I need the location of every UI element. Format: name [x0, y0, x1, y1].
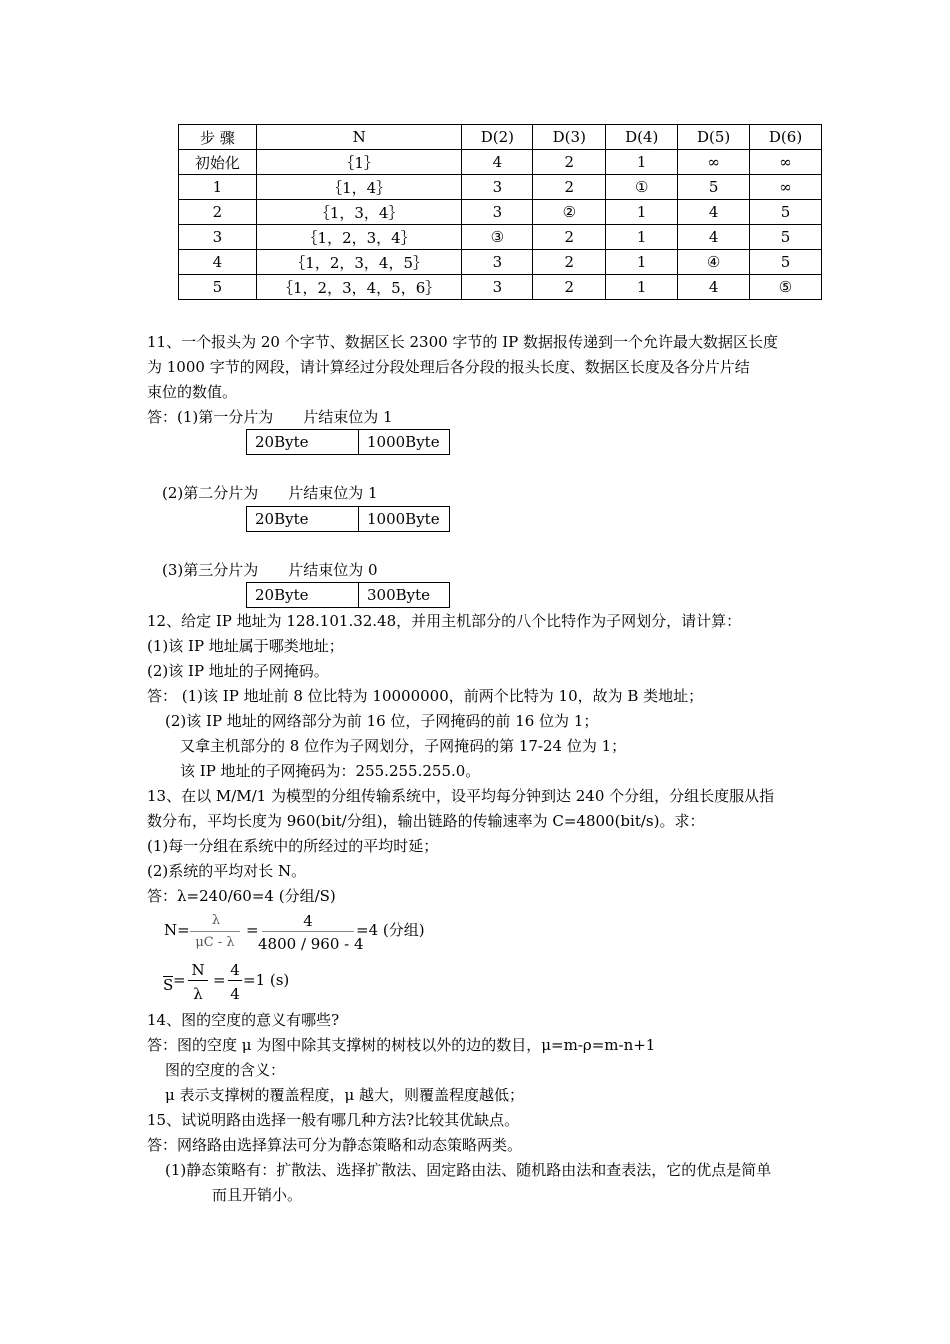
q11-answer-1: 答：(1)第一分片为 片结束位为 1 — [147, 408, 393, 426]
table-cell: 4 — [462, 150, 533, 175]
table-cell: ③ — [462, 225, 533, 250]
table-cell: 5 — [750, 250, 822, 275]
fragment-3-table — [246, 582, 450, 608]
table-cell: 5 — [750, 225, 822, 250]
formula-equals: = — [213, 971, 226, 989]
table-cell: ② — [533, 200, 606, 225]
table-cell: 1 — [179, 175, 257, 200]
table-cell: 4 — [678, 225, 750, 250]
table-cell: 3 — [462, 250, 533, 275]
table-cell: 5 — [179, 275, 257, 300]
q15-answer-1: 答：网络路由选择算法可分为静态策略和动态策略两类。 — [147, 1136, 523, 1154]
q15-answer-3: 而且开销小。 — [212, 1186, 303, 1204]
q12-answer-4: 该 IP 地址的子网掩码为：255.255.255.0。 — [180, 762, 481, 780]
q14-line1: 14、图的空度的意义有哪些? — [147, 1011, 340, 1029]
formula-denominator: μC - λ — [195, 935, 235, 950]
table-cell: 3 — [179, 225, 257, 250]
header-length: 20Byte — [247, 583, 359, 608]
q11-answer-3: (3)第三分片为 片结束位为 0 — [162, 561, 378, 579]
q13-answer-1: 答：λ=240/60=4 (分组/S) — [147, 887, 336, 905]
q14-answer-2: 图的空度的含义： — [165, 1061, 286, 1079]
table-cell: ｛1，4｝ — [256, 175, 462, 200]
formula-n-lhs: N= — [164, 921, 190, 939]
fraction-bar — [262, 931, 354, 932]
table-cell: 1 — [606, 275, 678, 300]
table-header-row — [179, 125, 822, 150]
formula-numerator: 4 — [303, 912, 313, 930]
q12-answer-1: 答： (1)该 IP 地址前 8 位比特为 10000000，前两个比特为 10，故为 B 类地址； — [147, 687, 704, 705]
header-length: 20Byte — [247, 507, 359, 532]
table-cell: 3 — [462, 175, 533, 200]
q11-line1: 11、一个报头为 20 个字节、数据区长 2300 字节的 IP 数据报传递到一个允许最大数据区长度 — [147, 333, 778, 351]
table-cell: 3 — [462, 200, 533, 225]
header-cell: D(6) — [750, 125, 822, 150]
q15-answer-2: (1)静态策略有：扩散法、选择扩散法、固定路由法、随机路由法和查表法，它的优点是简单 — [165, 1161, 772, 1179]
table-cell: 2 — [533, 150, 606, 175]
header-cell: D(3) — [533, 125, 606, 150]
q12-line3: (2)该 IP 地址的子网掩码。 — [147, 662, 329, 680]
table-cell: 3 — [462, 275, 533, 300]
formula-result: =1 (s) — [243, 971, 290, 989]
table-cell: ⑤ — [750, 275, 822, 300]
q12-line1: 12、给定 IP 地址为 128.101.32.48，并用主机部分的八个比特作为子网划分，请计算： — [147, 612, 742, 630]
routing-table — [178, 124, 822, 300]
header-cell: D(4) — [606, 125, 678, 150]
header-cell: D(2) — [462, 125, 533, 150]
header-cell: N — [256, 125, 462, 150]
formula-equals: = — [246, 921, 259, 939]
table-row — [179, 150, 822, 175]
data-length: 1000Byte — [359, 507, 450, 532]
data-length: 300Byte — [359, 583, 450, 608]
q12-line2: (1)该 IP 地址属于哪类地址； — [147, 637, 344, 655]
q13-line4: (2)系统的平均对长 N。 — [147, 862, 307, 880]
fraction-bar — [228, 980, 242, 981]
table-cell: 1 — [606, 150, 678, 175]
table-cell: ∞ — [750, 150, 822, 175]
formula-denominator: 4800 / 960 - 4 — [258, 935, 364, 953]
table-cell: ｛1｝ — [256, 150, 462, 175]
table-cell: 2 — [533, 175, 606, 200]
table-cell: ｛1，3，4｝ — [256, 200, 462, 225]
table-row — [179, 225, 822, 250]
header-length: 20Byte — [247, 430, 359, 455]
q13-line2: 数分布，平均长度为 960(bit/分组)，输出链路的传输速率为 C=4800(bit/s)。求： — [147, 812, 705, 830]
fragment-1-table — [246, 429, 450, 455]
q11-line3: 束位的数值。 — [147, 383, 238, 401]
formula-result: =4 (分组) — [356, 921, 425, 939]
table-cell: 5 — [750, 200, 822, 225]
q13-line1: 13、在以 M/M/1 为模型的分组传输系统中，设平均每分钟到达 240 个分组，分组长度服从指 — [147, 787, 775, 805]
table-cell: ④ — [678, 250, 750, 275]
table-cell: 1 — [606, 200, 678, 225]
q13-line3: (1)每一分组在系统中的所经过的平均时延； — [147, 837, 439, 855]
table-cell: 4 — [678, 200, 750, 225]
q14-answer-1: 答：图的空度 μ 为图中除其支撑树的树枝以外的边的数目，μ=m-ρ=m-n+1 — [147, 1036, 656, 1054]
table-row — [179, 275, 822, 300]
q11-line2: 为 1000 字节的网段，请计算经过分段处理后各分段的报头长度、数据区长度及各分片片结 — [147, 358, 750, 376]
table-cell: 2 — [533, 275, 606, 300]
table-cell: 1 — [606, 225, 678, 250]
formula-numerator: N — [191, 961, 205, 979]
table-cell: 4 — [179, 250, 257, 275]
q11-answer-2: (2)第二分片为 片结束位为 1 — [162, 484, 378, 502]
table-row — [179, 200, 822, 225]
formula-numerator: 4 — [230, 961, 240, 979]
table-cell: 2 — [533, 225, 606, 250]
fraction-bar — [190, 931, 240, 932]
fraction-bar — [188, 980, 208, 981]
formula-numerator: λ — [211, 913, 221, 928]
table-cell: ｛1，2，3，4｝ — [256, 225, 462, 250]
formula-denominator: 4 — [230, 985, 240, 1003]
q14-answer-3: μ 表示支撑树的覆盖程度，μ 越大，则覆盖程度越低； — [165, 1086, 525, 1104]
table-cell: 2 — [179, 200, 257, 225]
table-row — [179, 175, 822, 200]
table-cell: ① — [606, 175, 678, 200]
table-cell: 1 — [606, 250, 678, 275]
table-cell: 初始化 — [179, 150, 257, 175]
fragment-2-table — [246, 506, 450, 532]
table-cell: 5 — [678, 175, 750, 200]
header-cell: D(5) — [678, 125, 750, 150]
q12-answer-2: (2)该 IP 地址的网络部分为前 16 位，子网掩码的前 16 位为 1； — [165, 712, 599, 730]
table-cell: 4 — [678, 275, 750, 300]
table-cell: ∞ — [750, 175, 822, 200]
q12-answer-3: 又拿主机部分的 8 位作为子网划分，子网掩码的第 17-24 位为 1； — [180, 737, 627, 755]
formula-equals: = — [173, 971, 186, 989]
q15-line1: 15、试说明路由选择一般有哪几种方法?比较其优缺点。 — [147, 1111, 520, 1129]
table-cell: 2 — [533, 250, 606, 275]
header-cell: 步 骤 — [179, 125, 257, 150]
formula-s-lhs: S — [163, 976, 174, 994]
formula-denominator: λ — [193, 985, 203, 1003]
table-cell: ∞ — [678, 150, 750, 175]
data-length: 1000Byte — [359, 430, 450, 455]
table-cell: ｛1，2，3，4，5，6｝ — [256, 275, 462, 300]
table-row — [179, 250, 822, 275]
table-cell: ｛1，2，3，4，5｝ — [256, 250, 462, 275]
